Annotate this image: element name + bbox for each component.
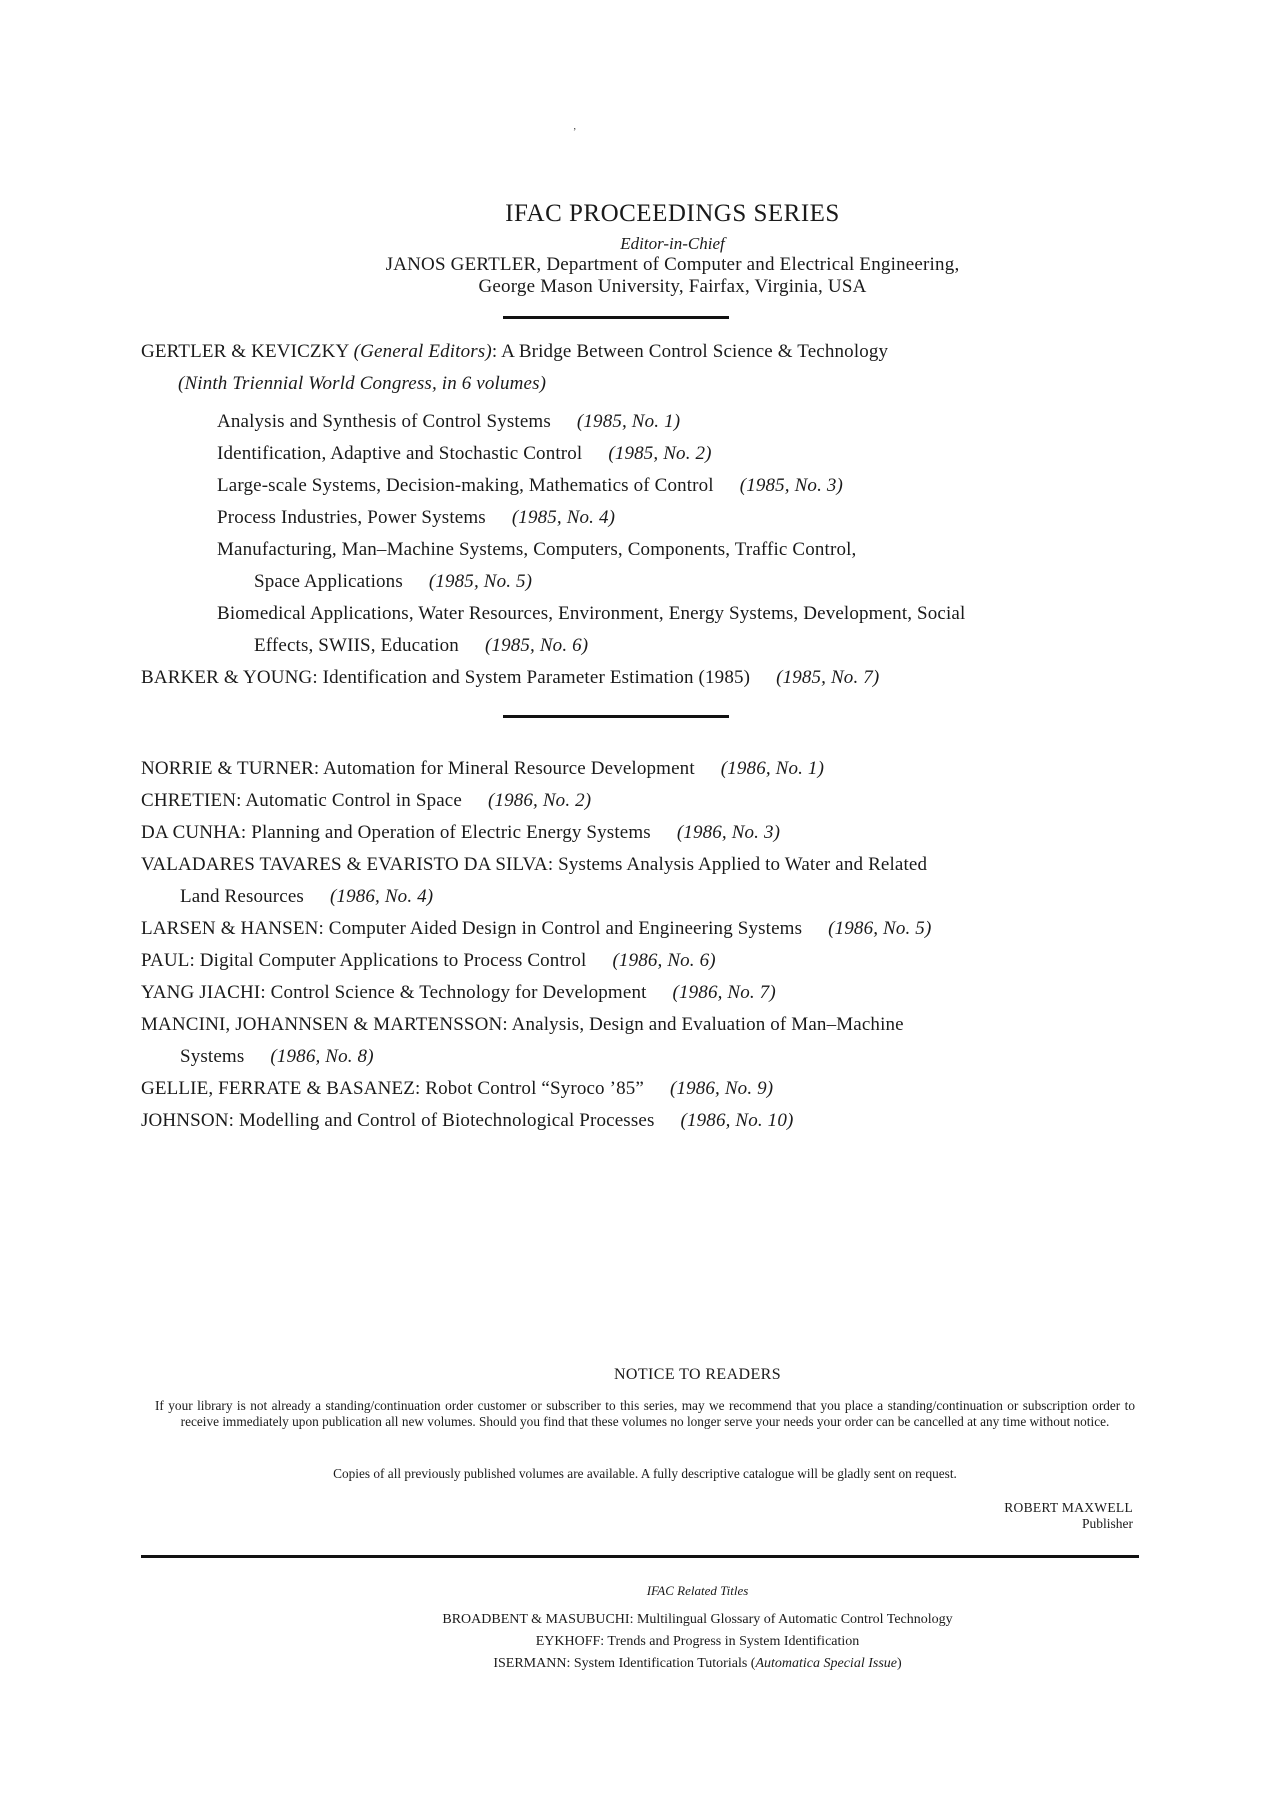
volume-entry	[217, 507, 615, 529]
entry-text: NORRIE & TURNER: Automation for Mineral Resource Development	[141, 758, 695, 779]
list-item	[141, 822, 780, 844]
entry-text: Systems	[180, 1046, 245, 1067]
related-title-item: EYKHOFF: Trends and Progress in System Identification	[535, 1634, 860, 1649]
entry-text: BARKER & YOUNG: Identification and System Parameter Estimation (1985)	[141, 667, 751, 688]
entry-ref: (1986, No. 5)	[828, 918, 932, 939]
entry-text: DA CUNHA: Planning and Operation of Electric Energy Systems	[141, 822, 651, 843]
entry-ref: (1986, No. 3)	[676, 822, 781, 843]
volume-ref: (1985, No. 1)	[576, 411, 681, 432]
related-item-italic: Automatica Special Issue	[755, 1656, 897, 1671]
barker-entry	[141, 667, 879, 689]
publisher-role: Publisher	[1081, 1516, 1133, 1531]
entry-ref: (1986, No. 6)	[612, 950, 716, 971]
notice-title: NOTICE TO READERS	[613, 1366, 782, 1383]
editor-affiliation-line1: JANOS GERTLER, Department of Computer and Electrical Engineering,	[385, 254, 960, 275]
list-item	[141, 982, 776, 1004]
entry-text: LARSEN & HANSEN: Computer Aided Design in Control and Engineering Systems	[141, 918, 803, 939]
volume-entry	[217, 411, 680, 433]
list-item	[141, 790, 591, 812]
list-item	[141, 950, 716, 972]
related-item-close: )	[896, 1656, 902, 1671]
publisher-name: ROBERT MAXWELL	[1004, 1500, 1133, 1515]
list-item	[141, 758, 824, 780]
volume-ref: (1985, No. 6)	[484, 635, 589, 656]
editor-affiliation-line2: George Mason University, Fairfax, Virginia, USA	[478, 276, 867, 297]
related-titles-heading: IFAC Related Titles	[646, 1583, 749, 1598]
entry-ref: (1986, No. 7)	[672, 982, 776, 1003]
volume-ref: (1985, No. 2)	[608, 443, 712, 464]
entry-ref: (1986, No. 9)	[669, 1078, 774, 1099]
volume-ref: (1985, No. 4)	[511, 507, 616, 528]
volume-title: Process Industries, Power Systems	[217, 507, 486, 528]
volume-entry	[217, 443, 712, 465]
notice-copies: Copies of all previously published volumes are available. A fully descriptive catalogue will be gladly sent on request.	[333, 1466, 957, 1481]
list-item-line2	[180, 1046, 374, 1068]
volume-ref: (1985, No. 5)	[428, 571, 533, 592]
entry-ref: (1986, No. 10)	[680, 1110, 794, 1131]
volume-title: Analysis and Synthesis of Control Systems	[217, 411, 551, 432]
congress-role: (General Editors)	[353, 341, 492, 362]
footer-divider-rule	[141, 1555, 1139, 1558]
congress-title: : A Bridge Between Control Science & Technology	[491, 341, 889, 362]
entry-ref: (1986, No. 1)	[720, 758, 825, 779]
congress-entry	[141, 341, 888, 363]
volume-ref: (1985, No. 3)	[739, 475, 844, 496]
list-item	[141, 918, 931, 940]
volume-entry-line1: Biomedical Applications, Water Resources, Environment, Energy Systems, Development, Social	[217, 603, 966, 624]
editor-label: Editor-in-Chief	[620, 234, 725, 253]
entry-ref: (1986, No. 2)	[487, 790, 592, 811]
entry-text: JOHNSON: Modelling and Control of Biotechnological Processes	[141, 1110, 655, 1131]
divider-rule	[503, 316, 729, 319]
entry-text: Land Resources	[180, 886, 304, 907]
entry-ref: (1985, No. 7)	[776, 667, 880, 688]
entry-ref: (1986, No. 8)	[270, 1046, 374, 1067]
volume-entry-line2	[254, 635, 588, 657]
entry-text: PAUL: Digital Computer Applications to Process Control	[141, 950, 587, 971]
stray-mark: ʼ	[573, 127, 577, 138]
congress-authors: GERTLER & KEVICZKY	[141, 341, 349, 362]
volume-entry	[217, 475, 843, 497]
list-item	[141, 1078, 773, 1100]
list-item	[141, 1110, 793, 1132]
related-title-item	[0, 1656, 1275, 1672]
series-title: IFAC PROCEEDINGS SERIES	[505, 200, 840, 227]
entry-text: CHRETIEN: Automatic Control in Space	[141, 790, 462, 811]
volume-entry-line1: Manufacturing, Man–Machine Systems, Computers, Components, Traffic Control,	[217, 539, 857, 560]
volume-entry-line2	[254, 571, 532, 593]
congress-subtitle: (Ninth Triennial World Congress, in 6 volumes)	[178, 373, 547, 394]
entry-ref: (1986, No. 4)	[329, 886, 434, 907]
related-item-text: ISERMANN: System Identification Tutorials (	[493, 1656, 756, 1671]
list-item-line1: MANCINI, JOHANNSEN & MARTENSSON: Analysis, Design and Evaluation of Man–Machine	[141, 1014, 904, 1035]
entry-text: GELLIE, FERRATE & BASANEZ: Robot Control “Syroco ’85”	[141, 1078, 644, 1099]
list-item-line2	[180, 886, 433, 908]
notice-paragraph: If your library is not already a standing/continuation order customer or subscriber to this series, may we recommend that you place a standing/continuation or subscription order to receive immediately upon publication all new volumes. Should you find that these volumes no longer serve your needs your order can be cancelled at any time without notice.	[155, 1398, 1135, 1429]
volume-title: Identification, Adaptive and Stochastic Control	[217, 443, 583, 464]
divider-rule	[503, 715, 729, 718]
volume-title: Large-scale Systems, Decision-making, Mathematics of Control	[217, 475, 714, 496]
entry-text: YANG JIACHI: Control Science & Technology for Development	[141, 982, 647, 1003]
volume-title: Effects, SWIIS, Education	[254, 635, 459, 656]
volume-title: Space Applications	[254, 571, 403, 592]
related-title-item: BROADBENT & MASUBUCHI: Multilingual Glossary of Automatic Control Technology	[442, 1612, 953, 1627]
list-item-line1: VALADARES TAVARES & EVARISTO DA SILVA: Systems Analysis Applied to Water and Related	[141, 854, 928, 875]
